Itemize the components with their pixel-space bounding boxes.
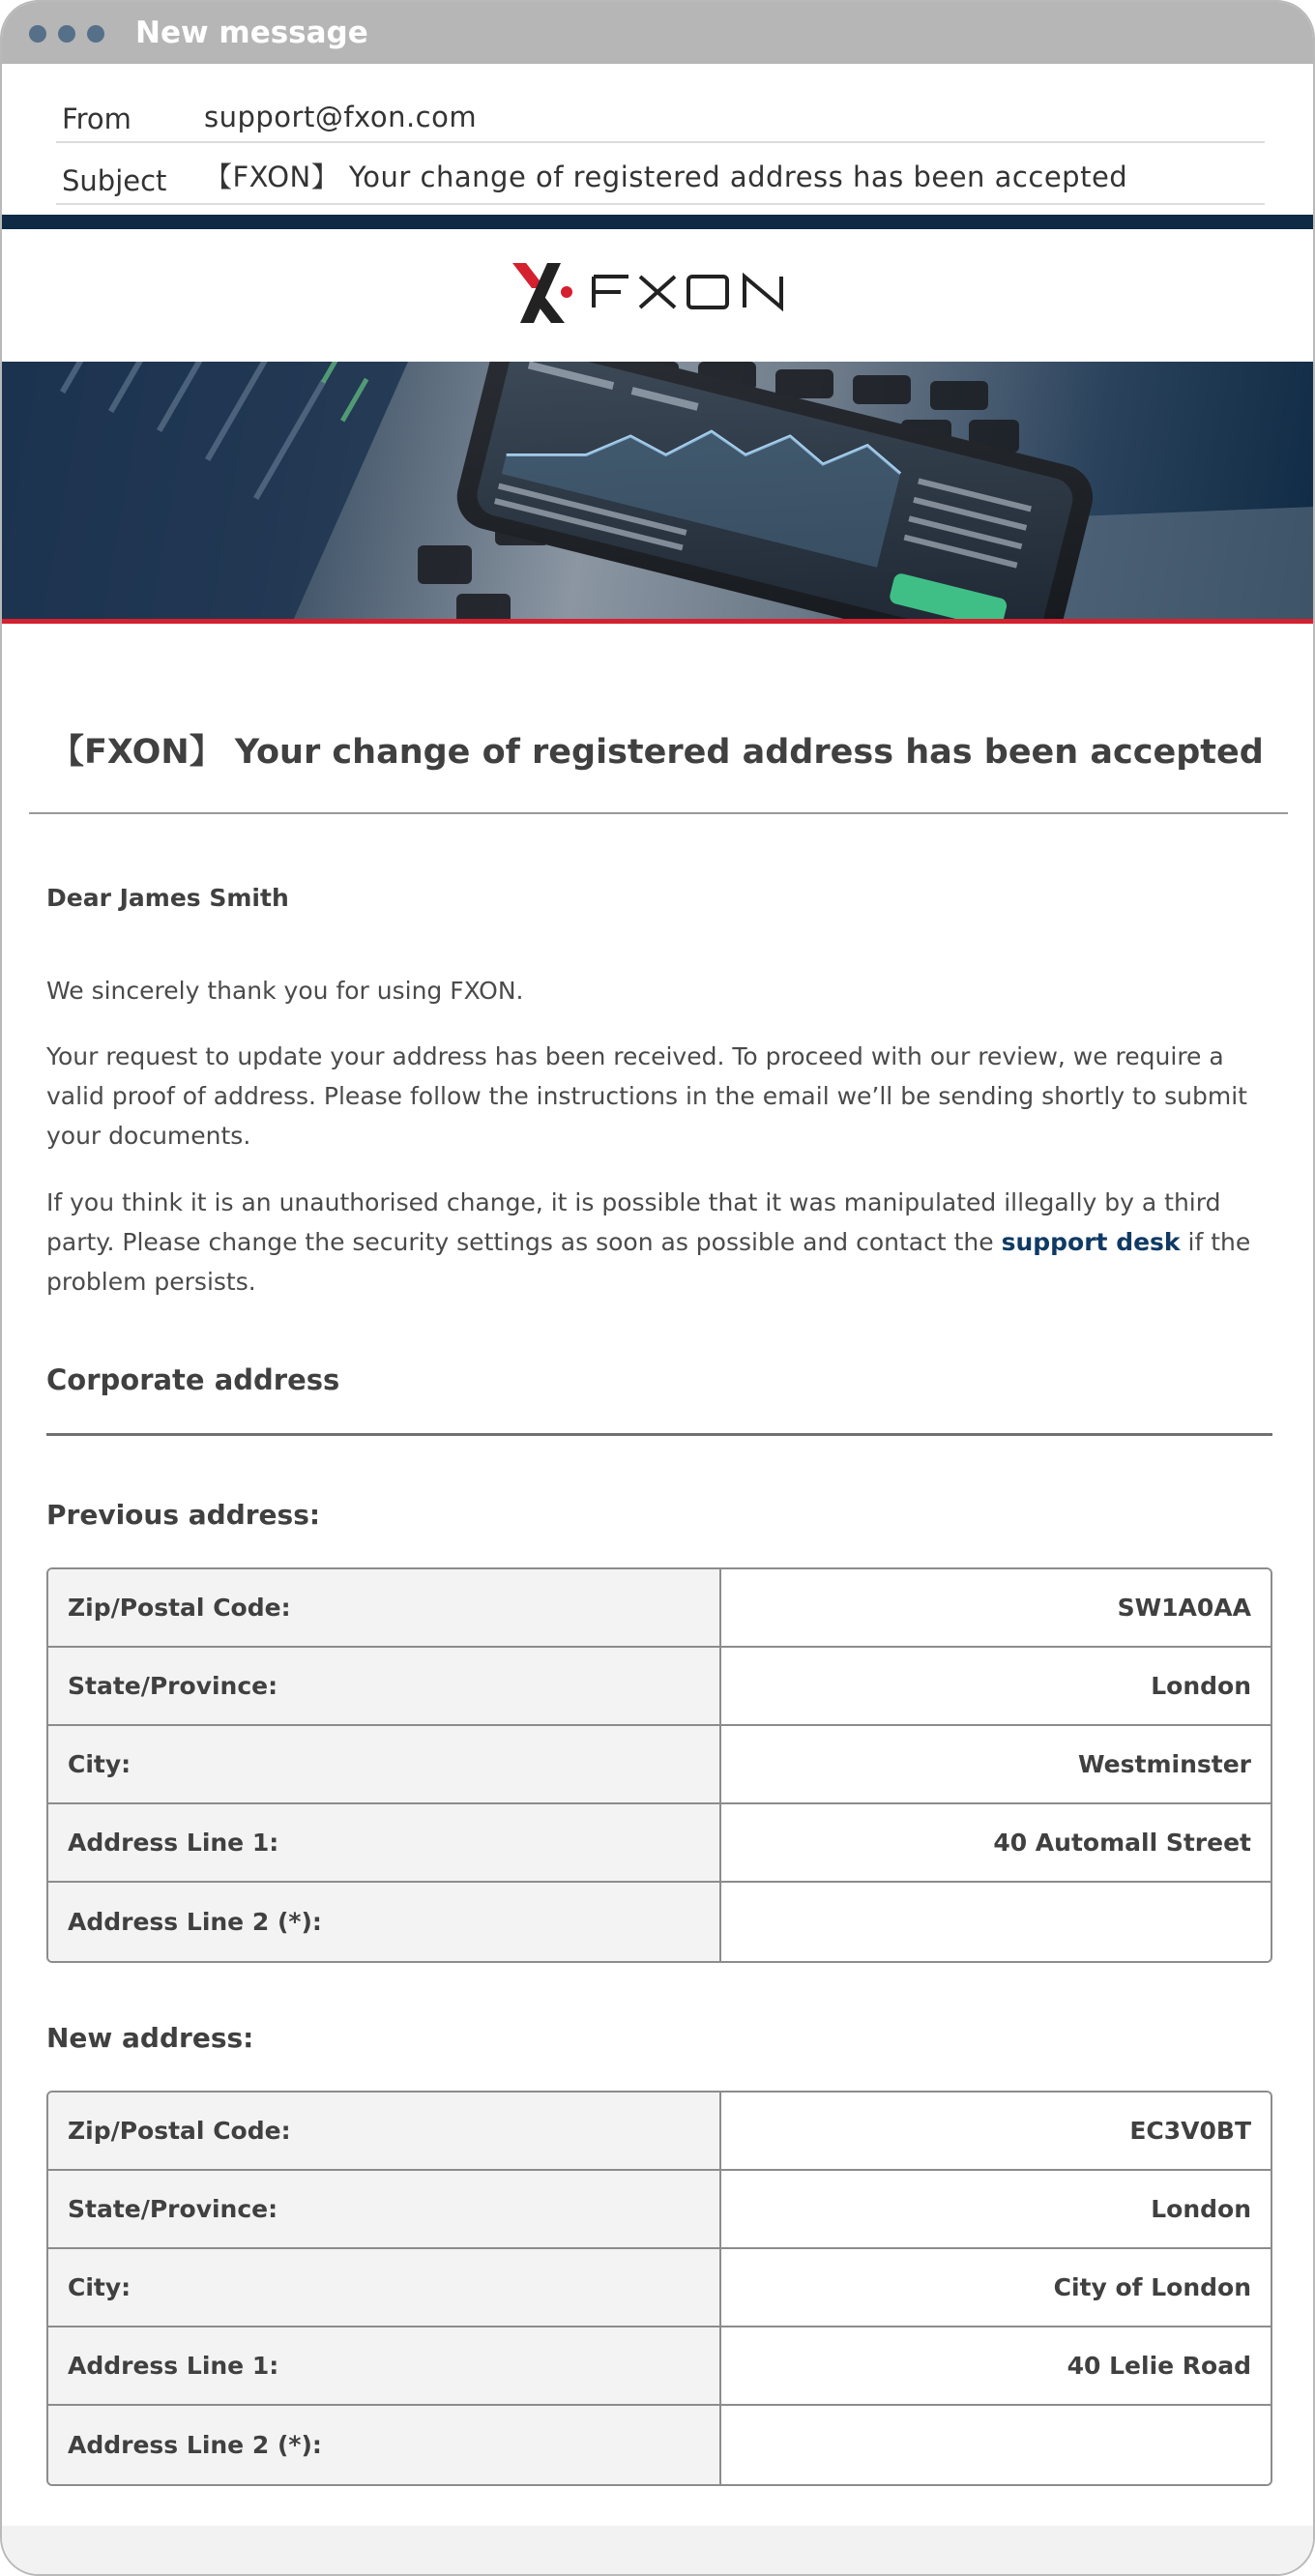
row-value: EC3V0BT [721, 2093, 1271, 2171]
paragraph-3-text-after: if the problem persists. [46, 1228, 1251, 1296]
brand-top-band [2, 215, 1313, 229]
title-bar [2, 2, 1313, 64]
row-value: London [721, 2171, 1271, 2249]
row-label: Address Line 1: [48, 1804, 721, 1883]
headline-divider [29, 812, 1288, 814]
table-row [48, 1648, 1271, 1726]
previous-address-title: Previous address: [46, 1499, 321, 1531]
subject-row [56, 153, 1265, 205]
row-label: City: [48, 2249, 721, 2327]
paragraph-3-text-before: If you think it is an unauthorised change, it is possible that it was manipulated illegally by a third party. Please change the security settings as soon as possible and contact the [46, 1188, 1221, 1256]
table-row [48, 1569, 1271, 1648]
row-value: SW1A0AA [721, 1569, 1271, 1648]
row-value: Westminster [721, 1726, 1271, 1804]
window-control-maximize[interactable] [87, 25, 104, 43]
row-value: London [721, 1648, 1271, 1726]
row-label: State/Province: [48, 2171, 721, 2249]
window-control-close[interactable] [29, 25, 46, 43]
row-label: Zip/Postal Code: [48, 1569, 721, 1648]
row-label: Zip/Postal Code: [48, 2093, 721, 2171]
table-row [48, 1883, 1271, 1961]
row-label: State/Province: [48, 1648, 721, 1726]
previous-address-table [46, 1567, 1272, 1963]
new-address-table [46, 2091, 1272, 2486]
table-row [48, 2406, 1271, 2484]
row-value: City of London [721, 2249, 1271, 2327]
banner-accent-line [2, 619, 1313, 624]
from-label: From [62, 102, 132, 135]
fxon-logo [505, 259, 816, 327]
subject-label: Subject [62, 164, 167, 197]
footer-band [2, 2526, 1313, 2576]
table-row [48, 2327, 1271, 2406]
table-row [48, 1804, 1271, 1883]
table-row [48, 2171, 1271, 2249]
row-value: 40 Lelie Road [721, 2327, 1271, 2406]
window-control-minimize[interactable] [58, 25, 75, 43]
subject-value: 【FXON】 Your change of registered address has been accepted [204, 161, 1128, 193]
new-address-title: New address: [46, 2022, 254, 2054]
body-paragraph-2: Your request to update your address has been received. To proceed with our review, we require a valid proof of address. Please follow the instructions in the email we’ll be sending shortly to submit your documents. [46, 1042, 1247, 1150]
window-title: New message [135, 15, 368, 50]
table-row [48, 2249, 1271, 2327]
row-label: Address Line 1: [48, 2327, 721, 2406]
row-value [721, 1883, 1271, 1961]
email-headline: 【FXON】 Your change of registered address has been accepted [50, 733, 1264, 772]
table-row [48, 1726, 1271, 1804]
support-desk-link[interactable]: support desk [1001, 1228, 1181, 1256]
row-value [721, 2406, 1271, 2484]
section-divider [46, 1433, 1272, 1436]
row-value: 40 Automall Street [721, 1804, 1271, 1883]
greeting: Dear James Smith [46, 884, 289, 912]
body-paragraph-1: We sincerely thank you for using FXON. [46, 977, 524, 1005]
section-title: Corporate address [46, 1363, 340, 1396]
row-label: City: [48, 1726, 721, 1804]
from-value: support@fxon.com [204, 101, 478, 133]
row-label: Address Line 2 (*): [48, 1883, 721, 1961]
body-paragraph-3 [46, 1183, 1274, 1302]
row-label: Address Line 2 (*): [48, 2406, 721, 2484]
from-row [56, 91, 1265, 143]
table-row [48, 2093, 1271, 2171]
hero-banner-image [2, 362, 1313, 623]
